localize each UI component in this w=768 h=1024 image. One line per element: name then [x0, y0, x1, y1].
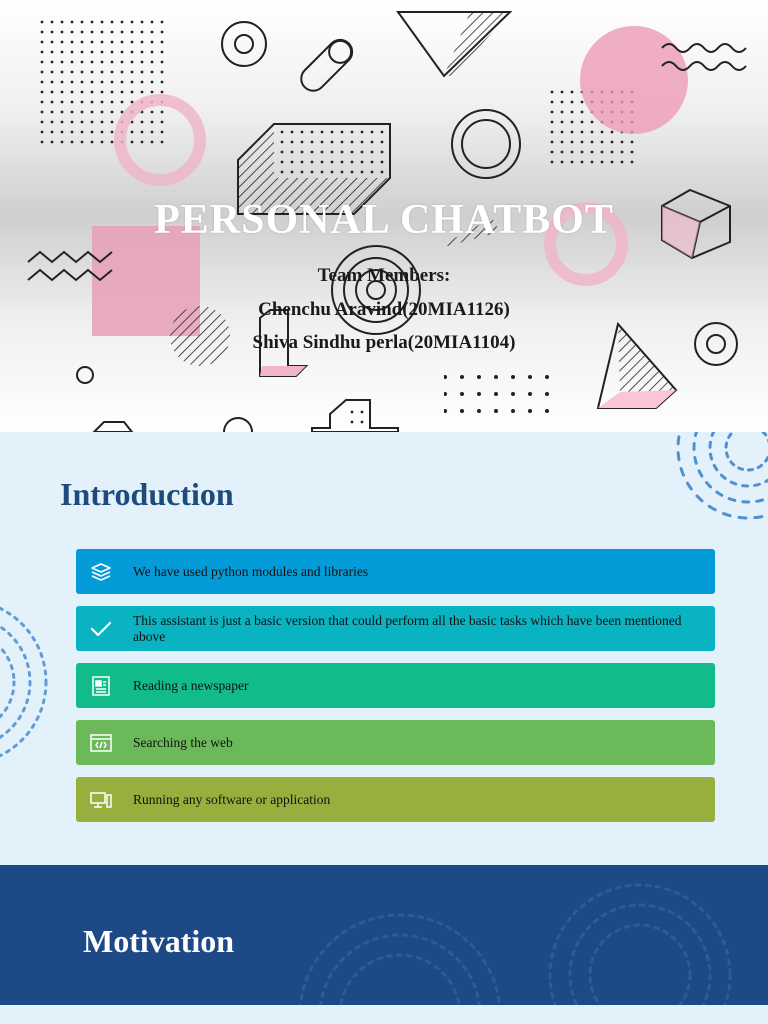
intro-item-text: Searching the web — [133, 734, 233, 750]
presentation-title: PERSONAL CHATBOT — [154, 197, 614, 243]
intro-item-text: Running any software or application — [133, 791, 331, 807]
web-browser-icon — [90, 732, 112, 754]
intro-item-python-modules — [76, 549, 715, 594]
intro-item-web-search — [76, 720, 715, 765]
motivation-slide — [0, 865, 768, 1005]
next-slide-edge — [0, 1005, 768, 1024]
computer-icon — [90, 789, 112, 811]
introduction-slide — [0, 432, 768, 865]
intro-item-text: We have used python modules and libraries — [133, 563, 369, 579]
team-member-2: Shiva Sindhu perla(20MIA1104) — [252, 332, 516, 353]
intro-item-basic-version — [76, 606, 715, 651]
intro-item-text: Reading a newspaper — [133, 677, 249, 693]
team-heading: Team Members: — [317, 265, 451, 286]
intro-item-run-software — [76, 777, 715, 822]
title-slide — [0, 0, 768, 432]
motivation-title: Motivation — [83, 923, 235, 959]
newspaper-icon — [90, 675, 112, 697]
books-icon — [90, 561, 112, 583]
checkmark-icon — [90, 618, 112, 640]
intro-item-text: This assistant is just a basic version that could perform all the basic tasks which have been mentioned above — [133, 612, 682, 644]
introduction-title: Introduction — [60, 476, 234, 512]
team-member-1: Chenchu Aravind(20MIA1126) — [258, 299, 510, 320]
intro-item-newspaper — [76, 663, 715, 708]
